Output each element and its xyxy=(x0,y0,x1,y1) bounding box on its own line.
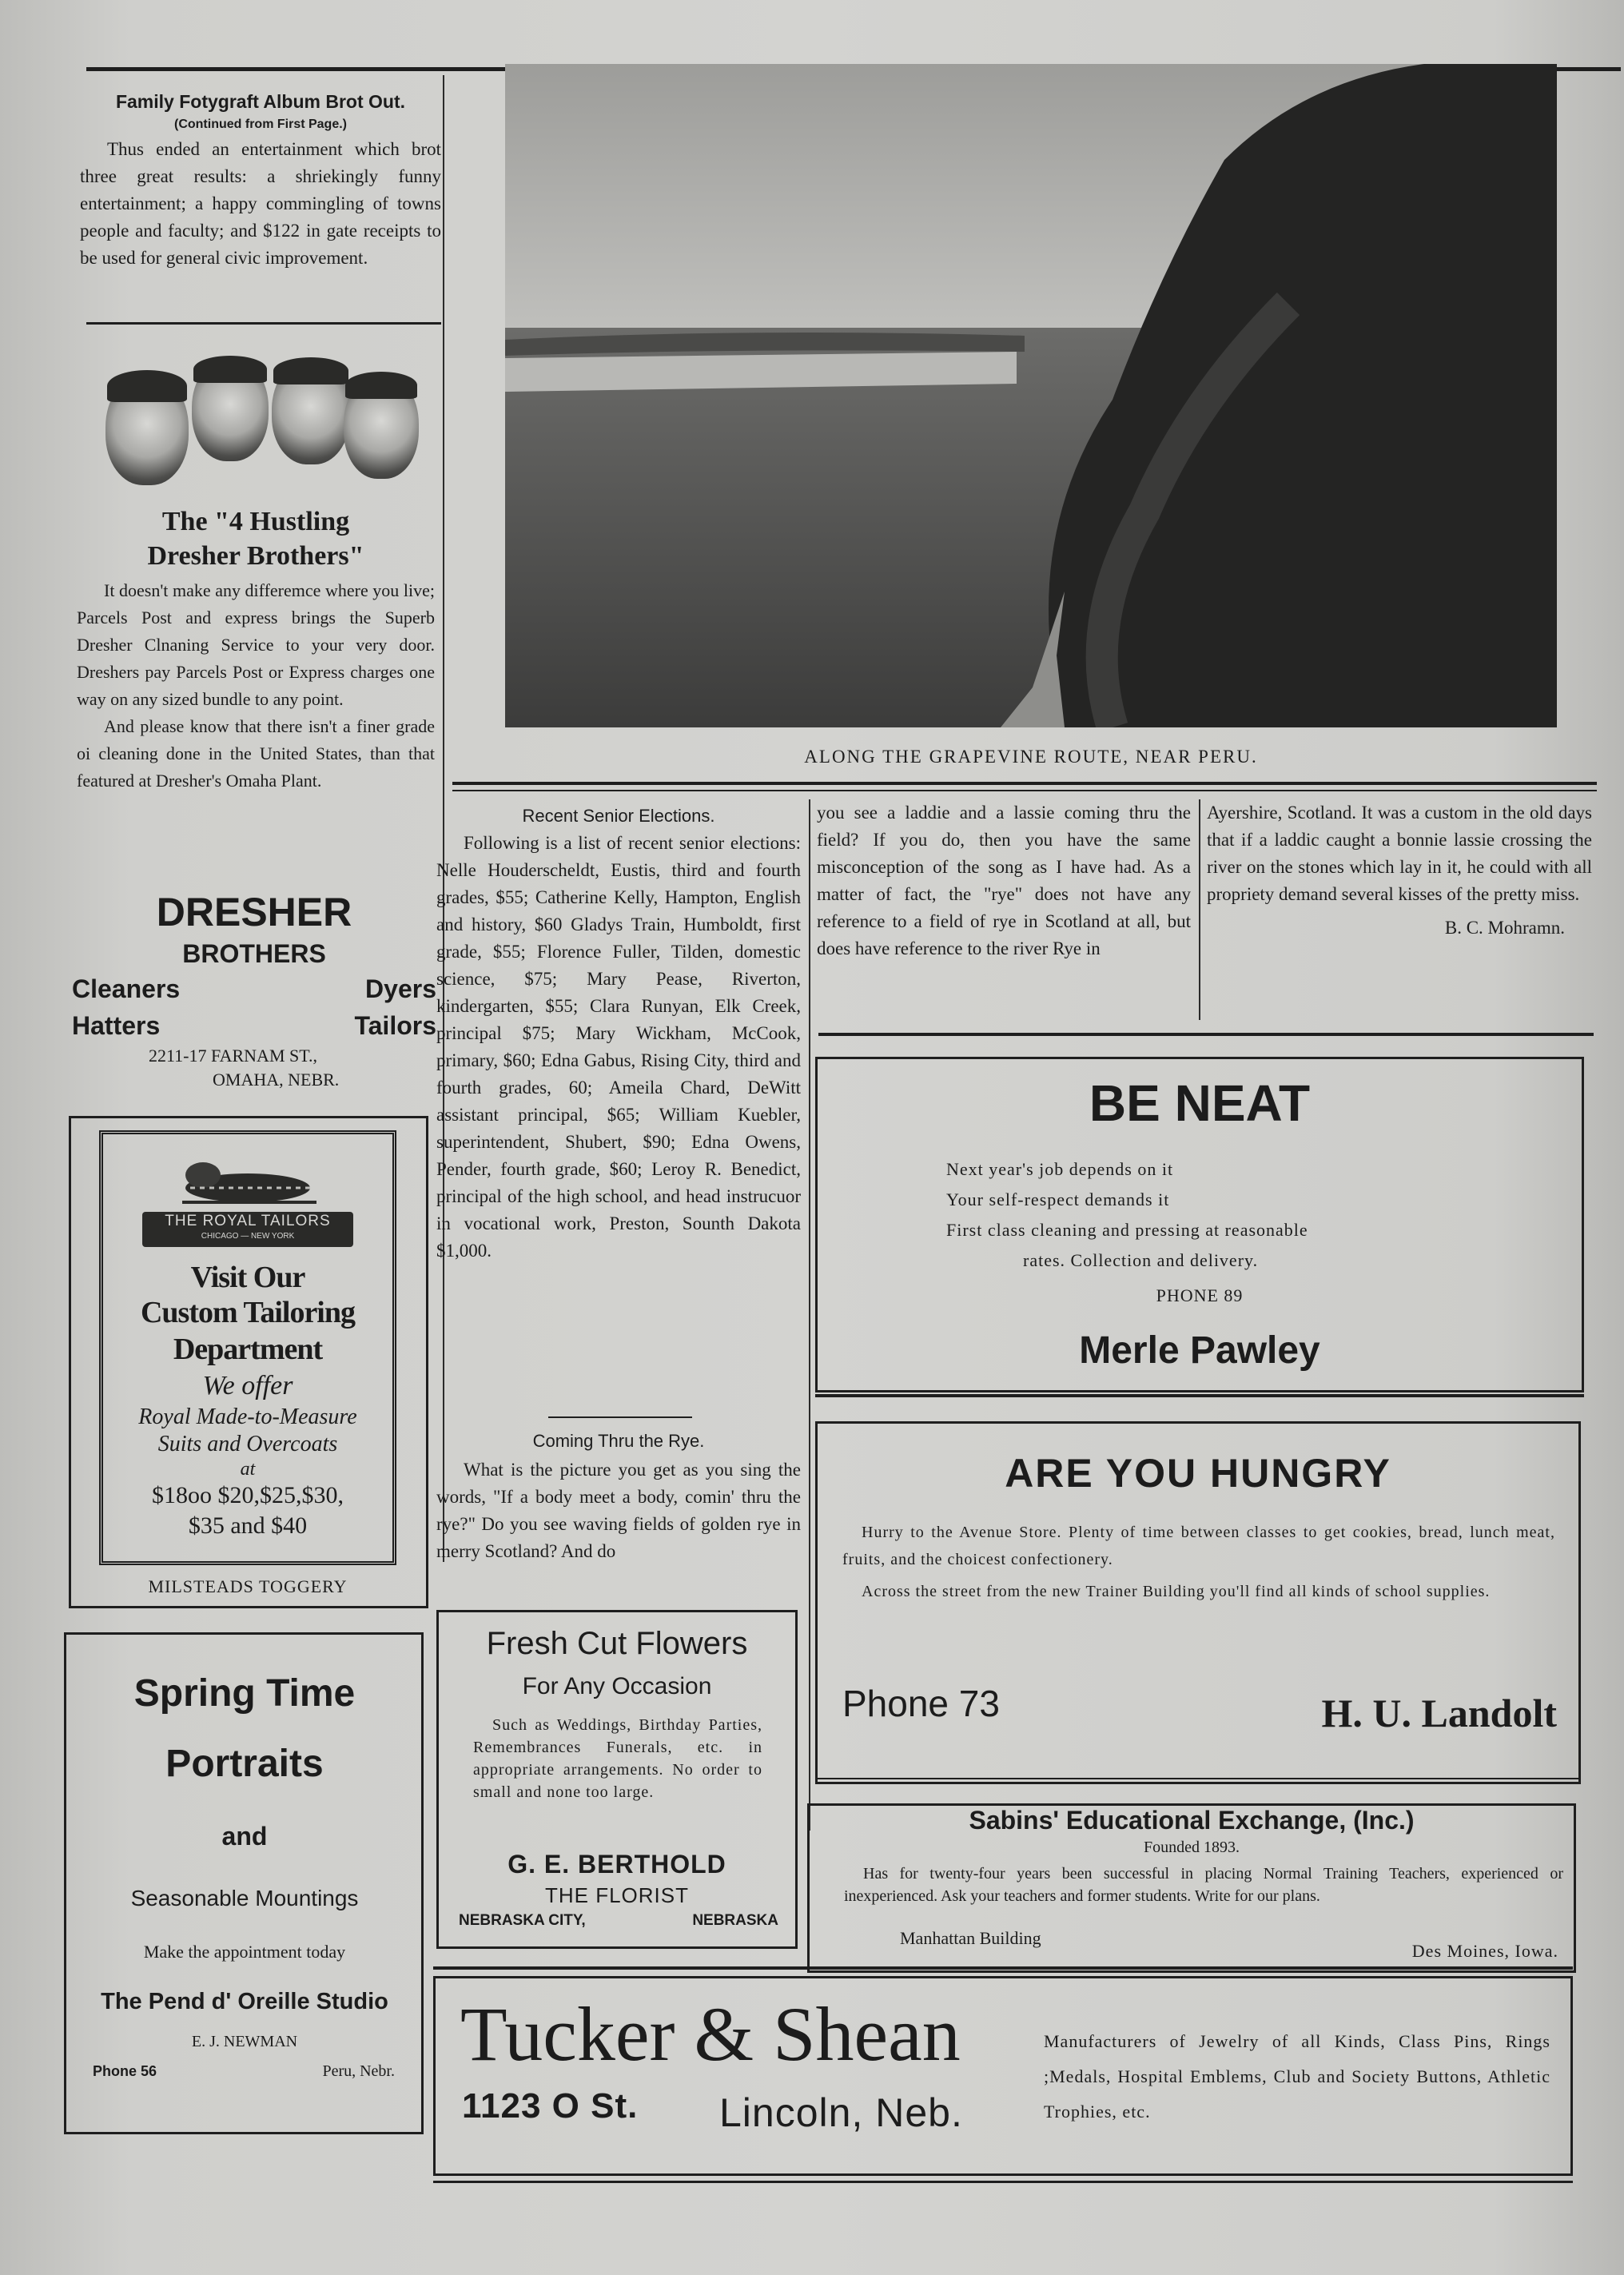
family-album-body: Thus ended an entertainment which brot three great results: a shriekingly funny entertainment; a happy commingling of towns people and faculty; and $122 in gate receipts to be used for general civic improvement. xyxy=(80,139,441,268)
rye-signature: B. C. Mohramn. xyxy=(1444,918,1565,938)
elections-article xyxy=(436,803,801,1265)
dyers-label: Dyers xyxy=(365,974,436,1003)
flowers-body xyxy=(473,1714,762,1803)
family-album-article xyxy=(80,90,441,272)
continued-note: (Continued from First Page.) xyxy=(174,118,347,131)
be-neat-body xyxy=(946,1154,1474,1276)
dresher-headline-2: Dresher Brothers" xyxy=(147,541,364,571)
hungry-body xyxy=(842,1519,1555,1605)
department: Department xyxy=(173,1333,323,1366)
florist-city: NEBRASKA CITY, xyxy=(459,1912,586,1929)
photo-caption: ALONG THE GRAPEVINE ROUTE, NEAR PERU. xyxy=(804,747,1258,767)
be-neat-line-3: First class cleaning and pressing at reasonable xyxy=(946,1220,1308,1240)
rye-headline: Coming Thru the Rye. xyxy=(532,1431,705,1451)
visit-our: Visit Our xyxy=(190,1261,305,1294)
divider xyxy=(452,782,1597,785)
brothers-portrait xyxy=(102,356,422,500)
tucker-shean-name: Tucker & Shean xyxy=(460,1991,961,2077)
tucker-body: Manufacturers of Jewelry of all Kinds, Class Pins, Rings ;Medals, Hospital Emblems, Club and Society Buttons, Athletic Trophies, etc. xyxy=(1044,2031,1550,2122)
rye-article-col2 xyxy=(817,799,1191,962)
hungry-para-2: Across the street from the new Trainer Building you'll find all kinds of school supplies. xyxy=(862,1583,1491,1600)
sabins-building: Manhattan Building xyxy=(900,1928,1041,1948)
rye-col3-body: Ayershire, Scotland. It was a custom in the old days that if a laddic caught a bonnie lassie crossing the river on the stones which lay in it, he could with all propriety demand several kisses of the pretty miss. xyxy=(1207,803,1592,904)
column-rule xyxy=(809,799,810,1831)
dresher-ad-sub: BROTHERS xyxy=(182,939,326,968)
milsteads-toggery: MILSTEADS TOGGERY xyxy=(148,1576,348,1596)
be-neat-name: Merle Pawley xyxy=(1079,1329,1320,1372)
florist-name: G. E. BERTHOLD xyxy=(508,1850,726,1879)
spring-time: Spring Time xyxy=(133,1672,356,1715)
sabins-city: Des Moines, Iowa. xyxy=(1411,1941,1558,1961)
rye-col1-body: What is the picture you get as you sing the words, "If a body meet a body, comin' thru the rye?" Do you see waving fields of golden rye in merry Scotland? And do xyxy=(436,1460,801,1561)
elections-headline: Recent Senior Elections. xyxy=(522,806,715,826)
elections-body: Following is a list of recent senior elections: Nelle Houderscheldt, Eustis, third and fourth grades, $55; Catherine Kelly, Hampton, English and history, $60 Gladys Train, Humboldt, first grade, $55; Florence Fuller, Tilden, domestic science, $75; Mary Pease, Riverton, kindergarten, $55; Clara Runyan, Elk Creek, principal $75; Mary Wickham, McCook, primary, $60; Edna Gabus, Rising City, third and fourth grades, 60; Ameila Chard, DeWitt assistant principal, $65; William Kuebler, superintendent, Shubert, $90; Edna Owens, Pender, fourth grade, $60; Leroy R. Benedict, principal of the high school, and head instrucuor in vocational work, Preston, Sounth Dakota $1,000. xyxy=(436,833,801,1261)
portraits-inner xyxy=(69,1659,420,2083)
florist-state: NEBRASKA xyxy=(692,1912,778,1929)
family-album-headline: Family Fotygraft Album Brot Out. xyxy=(115,91,406,112)
be-neat-headline: BE NEAT xyxy=(1089,1074,1311,1132)
dresher-para-2: And please know that there isn't a finer grade oi cleaning done in the United States, than that featured at Dresher's Omaha Plant. xyxy=(77,716,435,791)
dresher-headline-1: The "4 Hustling xyxy=(161,507,350,536)
flowers-headline: Fresh Cut Flowers xyxy=(486,1626,748,1661)
florist-title: THE FLORIST xyxy=(544,1883,689,1907)
studio-owner: E. J. NEWMAN xyxy=(191,2033,298,2050)
dresher-ad xyxy=(72,887,436,1092)
seasonable-mountings: Seasonable Mountings xyxy=(130,1886,359,1910)
dresher-address-2: OMAHA, NEBR. xyxy=(213,1070,340,1090)
rye-article-col1 xyxy=(436,1426,801,1565)
royal-made-to-measure: Royal Made-to-Measure xyxy=(138,1404,357,1429)
dresher-ad-name: DRESHER xyxy=(156,890,352,934)
be-neat-line-1: Next year's job depends on it xyxy=(946,1159,1174,1179)
and-word: and xyxy=(221,1822,268,1851)
be-neat-phone: PHONE 89 xyxy=(1156,1285,1244,1305)
sabins-founded: Founded 1893. xyxy=(1144,1839,1240,1856)
at-label: at xyxy=(240,1459,256,1480)
be-neat-line-4: rates. Collection and delivery. xyxy=(1023,1250,1259,1270)
hungry-name: H. U. Landolt xyxy=(1321,1691,1557,1735)
studio-name: The Pend d' Oreille Studio xyxy=(101,1989,388,2014)
prices-2: $35 and $40 xyxy=(188,1512,308,1539)
sabins-body xyxy=(844,1863,1563,1907)
rye-col2-body: you see a laddie and a lassie coming thru the field? If you do, then you have the same misconception of the song as I have had. As a matter of fact, the "rye" does not have any reference to a field of rye in Scotland at all, but does have reference to the river Rye in xyxy=(817,803,1191,958)
flowers-body-text: Such as Weddings, Birthday Parties, Remembrances Funerals, etc. in appropriate arrangements. No order to small and none too large. xyxy=(473,1716,762,1801)
hungry-headline: ARE YOU HUNGRY xyxy=(1005,1451,1391,1496)
divider xyxy=(818,1033,1594,1036)
sabins-body-text: Has for twenty-four years been successful in placing Normal Training Teachers, experienced or inexperienced. Ask your teachers and former students. Write for our plans. xyxy=(844,1865,1563,1905)
cleaners-label: Cleaners xyxy=(72,974,181,1003)
royal-tailors-banner: THE ROYAL TAILORS CHICAGO — NEW YORK xyxy=(142,1212,353,1247)
suits-and-overcoats: Suits and Overcoats xyxy=(157,1432,338,1456)
grapevine-route-photo xyxy=(505,64,1557,727)
tucker-city: Lincoln, Neb. xyxy=(719,2090,963,2135)
be-neat-line-2: Your self-respect demands it xyxy=(946,1189,1170,1209)
portraits-word: Portraits xyxy=(165,1743,324,1785)
prices-1: $18oo $20,$25,$30, xyxy=(152,1482,344,1508)
florist-location xyxy=(459,1912,778,1930)
custom-tailoring: Custom Tailoring xyxy=(140,1296,356,1329)
studio-town: Peru, Nebr. xyxy=(322,2062,395,2080)
divider xyxy=(86,322,441,325)
tucker-address: 1123 O St. xyxy=(462,2086,639,2126)
sabins-headline: Sabins' Educational Exchange, (Inc.) xyxy=(969,1806,1415,1835)
hungry-para-1: Hurry to the Avenue Store. Plenty of time between classes to get cookies, bread, lunch meat, fruits, and the choicest confectionery. xyxy=(842,1524,1555,1568)
flowers-sub: For Any Occasion xyxy=(522,1673,712,1699)
rye-article-col3 xyxy=(1207,799,1592,942)
tailors-label: Tailors xyxy=(354,1011,436,1040)
make-appointment: Make the appointment today xyxy=(143,1942,346,1962)
dresher-story xyxy=(77,505,435,795)
dresher-para-1: It doesn't make any differemce where you live; Parcels Post and express brings the Superb Dresher Clnaning Service to your very door. Dreshers pay Parcels Post or Express charges one way on any sized bundle to any point. xyxy=(77,580,435,709)
studio-phone: Phone 56 xyxy=(93,2063,157,2079)
we-offer: We offer xyxy=(202,1371,293,1400)
dresher-address-1: 2211-17 FARNAM ST., xyxy=(149,1046,318,1066)
hungry-phone: Phone 73 xyxy=(842,1683,1000,1724)
hatters-label: Hatters xyxy=(72,1011,161,1040)
tiger-icon xyxy=(174,1156,321,1210)
